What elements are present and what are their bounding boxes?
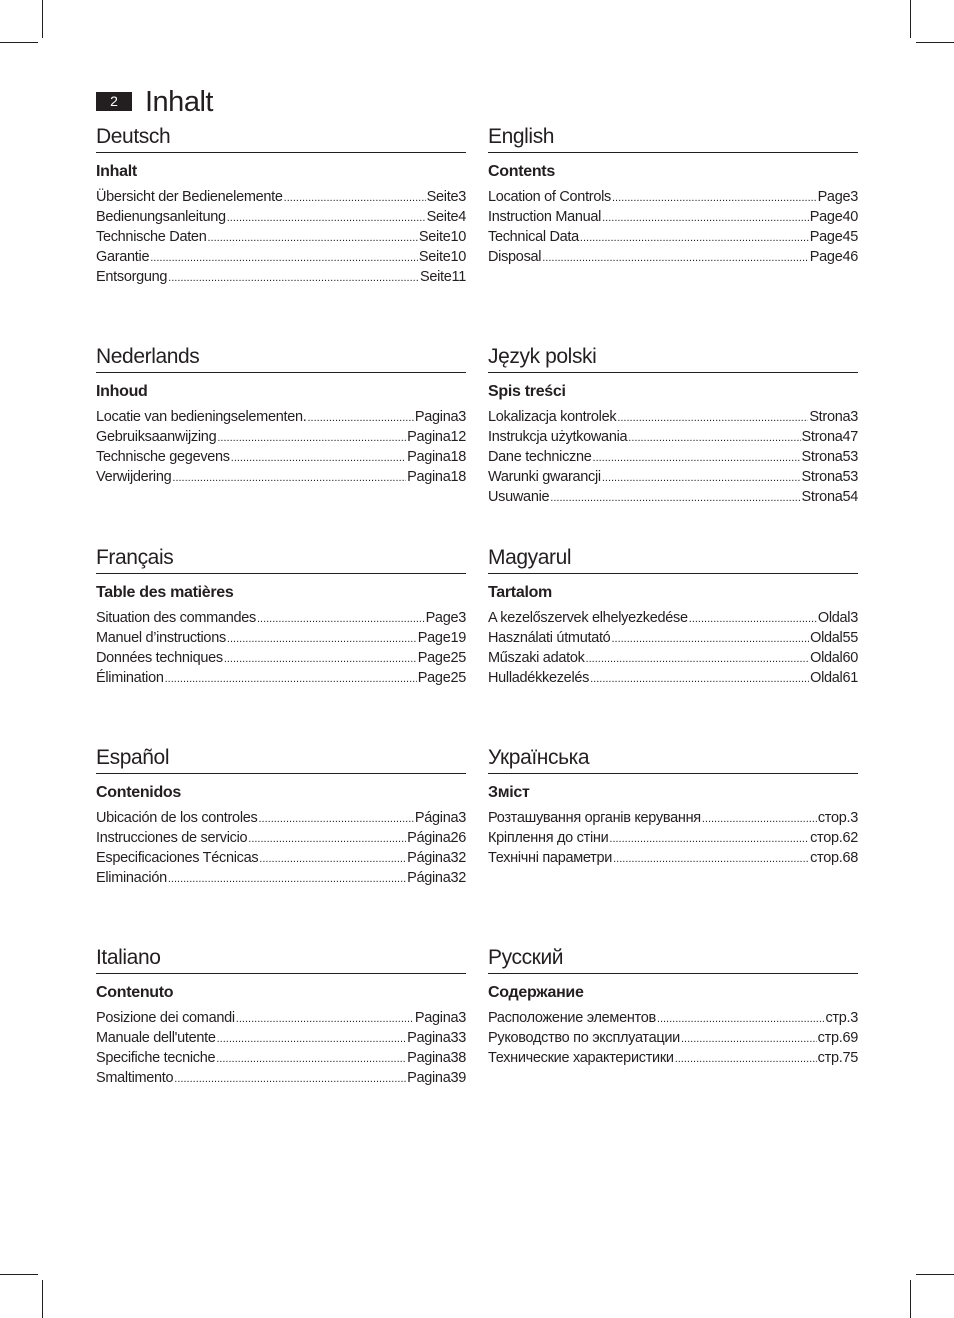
toc-entry-label: Technische Daten (96, 229, 207, 245)
toc-entry-page-word: Oldal (810, 630, 843, 646)
toc-entry-page-word: стр. (817, 1050, 843, 1066)
dot-leader (617, 407, 808, 428)
toc-entry (96, 227, 466, 247)
toc-entry-page-number: 47 (842, 429, 858, 445)
toc-entry-label: Disposal (488, 249, 542, 265)
toc-section (488, 124, 858, 267)
toc-entry-label: Instrucciones de servicio (96, 830, 248, 846)
toc-section (488, 945, 858, 1068)
toc-entry-label: Bedienungsanleitung (96, 209, 226, 225)
toc-entry-page-number: 53 (842, 469, 858, 485)
dot-leader (550, 487, 800, 508)
toc-entry-page-word: Seite (426, 189, 459, 205)
toc-entry (96, 648, 466, 668)
toc-entry (488, 1008, 858, 1028)
crop-mark (0, 42, 38, 43)
dot-leader (602, 467, 801, 488)
crop-mark (916, 42, 954, 43)
toc-entry-label: Manuale dell'utente (96, 1030, 216, 1046)
dot-leader (612, 187, 817, 208)
toc-entry-label: Hulladékkezelés (488, 670, 590, 686)
crop-mark (42, 0, 43, 38)
crop-mark (910, 1280, 911, 1318)
toc-entry-label: Руководство по эксплуатации (488, 1030, 680, 1046)
toc-entry-page-word: Pagina (407, 1050, 451, 1066)
toc-entry-page-number: 38 (450, 1050, 466, 1066)
toc-entry-page-number: 32 (450, 850, 466, 866)
dot-leader (150, 247, 418, 268)
toc-entry-page-number: 25 (450, 650, 466, 666)
toc-entry-page-number: 33 (450, 1030, 466, 1046)
toc-entry-page-word: стор. (810, 850, 843, 866)
toc-entry-page-word: стор. (810, 830, 843, 846)
toc-entry-page-word: Page (817, 189, 851, 205)
toc-entry-page-number: 3 (850, 189, 858, 205)
toc-section (96, 124, 466, 287)
toc-entry-page-number: 40 (842, 209, 858, 225)
dot-leader (258, 808, 413, 829)
language-heading: Українська (488, 745, 858, 774)
toc-entry-page-word: Page (809, 249, 843, 265)
contents-subheading: Inhalt (96, 163, 137, 180)
contents-subheading: Зміст (488, 784, 530, 801)
toc-entry (96, 1048, 466, 1068)
crop-mark (910, 0, 911, 38)
contents-subheading: Contenuto (96, 984, 174, 1001)
toc-entry-label: Eliminación (96, 870, 167, 886)
toc-entry (96, 808, 466, 828)
toc-entry-page-number: 55 (842, 630, 858, 646)
toc-entry-page-number: 10 (450, 229, 466, 245)
contents-subheading: Inhoud (96, 383, 148, 400)
dot-leader (580, 227, 809, 248)
crop-mark (0, 1274, 38, 1275)
toc-entry-page-word: Pagina (407, 469, 451, 485)
dot-leader (207, 227, 417, 248)
toc-entry-page-number: 3 (458, 189, 466, 205)
dot-leader (689, 608, 817, 629)
language-heading: Język polski (488, 344, 858, 373)
toc-entry-label: Verwijdering (96, 469, 172, 485)
toc-entry-page-word: Oldal (817, 610, 851, 626)
toc-entry-page-word: Página (407, 850, 451, 866)
toc-entry-label: Warunki gwarancji (488, 469, 601, 485)
toc-entry-label: Specifiche tecniche (96, 1050, 216, 1066)
toc-entry (96, 427, 466, 447)
dot-leader (168, 868, 406, 889)
toc-entry-page-word: стр. (817, 1030, 843, 1046)
toc-entry-label: Location of Controls (488, 189, 611, 205)
toc-entry-page-word: Page (417, 630, 451, 646)
language-heading: Русский (488, 945, 858, 974)
language-heading: Français (96, 545, 466, 574)
toc-entry (488, 447, 858, 467)
toc-entry (488, 828, 858, 848)
toc-entry-label: Übersicht der Bedienelemente (96, 189, 283, 205)
toc-entry (96, 407, 466, 427)
toc-entry-label: Расположение элементов (488, 1010, 656, 1026)
toc-entry (96, 828, 466, 848)
toc-entry-page-word: Pagina (407, 429, 451, 445)
language-heading: English (488, 124, 858, 153)
toc-entry-page-number: 53 (842, 449, 858, 465)
dot-leader (657, 1008, 825, 1029)
toc-entry-page-word: Pagina (407, 449, 451, 465)
toc-entry (96, 207, 466, 227)
toc-entry-label: Lokalizacja kontrolek (488, 409, 617, 425)
toc-entry (96, 1028, 466, 1048)
toc-entry-page-number: 3 (850, 810, 858, 826)
toc-entry (488, 648, 858, 668)
toc-entry-page-number: 3 (458, 1010, 466, 1026)
dot-leader (217, 1028, 407, 1049)
toc-entry-page-number: 3 (850, 1010, 858, 1026)
dot-leader (593, 447, 801, 468)
toc-entry-page-word: Seite (418, 249, 451, 265)
toc-entry-list (488, 608, 858, 688)
toc-entry-page-number: 75 (842, 1050, 858, 1066)
toc-entry-page-word: Pagina (414, 409, 459, 425)
toc-entry-list (488, 407, 858, 507)
toc-entry-page-word: Oldal (810, 650, 843, 666)
toc-entry-page-word: Página (407, 830, 451, 846)
toc-entry (488, 628, 858, 648)
toc-entry-list (96, 608, 466, 688)
dot-leader (702, 808, 817, 829)
toc-entry (488, 427, 858, 447)
toc-section (96, 545, 466, 688)
toc-entry-page-word: Seite (419, 269, 452, 285)
toc-entry (488, 227, 858, 247)
toc-entry-page-word: Strona (801, 489, 843, 505)
contents-subheading: Table des matières (96, 584, 234, 601)
dot-leader (236, 1008, 414, 1029)
toc-entry-page-word: Strona (801, 429, 843, 445)
toc-entry-page-word: Strona (809, 409, 851, 425)
toc-entry (488, 1048, 858, 1068)
toc-entry-label: Розташування органів керування (488, 810, 701, 826)
toc-entry-label: Locatie van bedieningselementen. (96, 409, 307, 425)
toc-entry-page-word: Strona (801, 449, 843, 465)
dot-leader (284, 187, 426, 208)
toc-entry-page-number: 11 (451, 269, 466, 285)
toc-entry-page-word: стор. (817, 810, 851, 826)
dot-leader (231, 447, 406, 468)
dot-leader (586, 648, 810, 669)
dot-leader (172, 467, 406, 488)
toc-entry-page-number: 3 (458, 610, 466, 626)
toc-entry-page-number: 4 (458, 209, 466, 225)
toc-entry-page-number: 60 (842, 650, 858, 666)
language-heading: Deutsch (96, 124, 466, 153)
toc-entry (96, 447, 466, 467)
language-heading: Italiano (96, 945, 466, 974)
toc-entry-label: Кріплення до стіни (488, 830, 609, 846)
toc-entry (488, 467, 858, 487)
toc-entry-page-number: 25 (450, 670, 466, 686)
dot-leader (227, 207, 426, 228)
toc-entry-label: Технические характеристики (488, 1050, 674, 1066)
dot-leader (307, 407, 413, 428)
toc-entry (96, 267, 466, 287)
toc-entry-label: Posizione dei comandi (96, 1010, 235, 1026)
dot-leader (216, 1048, 406, 1069)
toc-entry-label: Usuwanie (488, 489, 550, 505)
toc-entry-label: Données techniques (96, 650, 223, 666)
toc-entry-page-word: Seite (418, 229, 451, 245)
dot-leader (613, 848, 809, 869)
contents-subheading: Contents (488, 163, 555, 180)
toc-section (96, 344, 466, 487)
toc-section (488, 745, 858, 868)
toc-entry-page-number: 12 (450, 429, 466, 445)
toc-entry-page-word: Page (425, 610, 459, 626)
dot-leader (168, 267, 419, 288)
toc-entry (96, 1008, 466, 1028)
dot-leader (602, 207, 809, 228)
toc-entry-page-word: Page (417, 650, 451, 666)
toc-entry-label: Instruction Manual (488, 209, 602, 225)
dot-leader (217, 427, 406, 448)
dot-leader (590, 668, 809, 689)
toc-section (488, 545, 858, 688)
dot-leader (174, 1068, 406, 1089)
dot-leader (248, 828, 406, 849)
toc-entry (96, 187, 466, 207)
toc-entry (488, 608, 858, 628)
dot-leader (609, 828, 809, 849)
contents-subheading: Contenidos (96, 784, 181, 801)
toc-entry-page-word: Page (809, 209, 843, 225)
crop-mark (916, 1274, 954, 1275)
toc-entry-label: Instrukcja użytkowania (488, 429, 628, 445)
toc-entry (488, 1028, 858, 1048)
toc-entry (96, 668, 466, 688)
toc-entry (96, 848, 466, 868)
toc-section (96, 745, 466, 888)
dot-leader (675, 1048, 817, 1069)
toc-entry-label: Manuel d’instructions (96, 630, 226, 646)
toc-entry-list (96, 1008, 466, 1088)
toc-entry-label: Használati útmutató (488, 630, 611, 646)
toc-entry (488, 247, 858, 267)
toc-entry-label: Technical Data (488, 229, 579, 245)
toc-entry (488, 407, 858, 427)
toc-entry-page-word: Page (809, 229, 843, 245)
toc-entry-label: Smaltimento (96, 1070, 174, 1086)
crop-mark (42, 1280, 43, 1318)
toc-entry-page-word: Seite (426, 209, 459, 225)
dot-leader (257, 608, 425, 629)
toc-entry-label: Especificaciones Técnicas (96, 850, 259, 866)
toc-entry-page-number: 3 (850, 409, 858, 425)
toc-entry (488, 487, 858, 507)
toc-entry-page-word: Página (407, 870, 451, 886)
toc-entry (96, 608, 466, 628)
dot-leader (542, 247, 809, 268)
toc-entry-label: Garantie (96, 249, 150, 265)
dot-leader (681, 1028, 817, 1049)
toc-entry-label: Élimination (96, 670, 164, 686)
toc-entry-page-word: Page (417, 670, 451, 686)
toc-entry-list (488, 808, 858, 868)
toc-entry (488, 668, 858, 688)
language-heading: Nederlands (96, 344, 466, 373)
toc-entry-page-number: 3 (850, 610, 858, 626)
dot-leader (611, 628, 809, 649)
toc-entry-page-number: 39 (450, 1070, 466, 1086)
toc-entry-page-number: 54 (842, 489, 858, 505)
toc-entry-page-number: 61 (842, 670, 858, 686)
toc-entry-page-word: Pagina (407, 1030, 451, 1046)
dot-leader (259, 848, 406, 869)
dot-leader (628, 427, 800, 448)
toc-entry-label: Ubicación de los controles (96, 810, 258, 826)
toc-entry-page-word: Pagina (407, 1070, 451, 1086)
toc-entry-label: Dane techniczne (488, 449, 592, 465)
toc-entry-page-word: стр. (825, 1010, 851, 1026)
page-number-badge: 2 (96, 92, 132, 111)
toc-entry-page-number: 3 (458, 409, 466, 425)
page-title: Inhalt (145, 86, 213, 118)
toc-entry-label: Situation des commandes (96, 610, 256, 626)
language-heading: Magyarul (488, 545, 858, 574)
toc-section (96, 945, 466, 1088)
toc-entry-page-number: 68 (842, 850, 858, 866)
toc-entry-page-word: Pagina (414, 1010, 459, 1026)
dot-leader (227, 628, 417, 649)
contents-subheading: Содержание (488, 984, 584, 1001)
toc-entry-page-number: 26 (450, 830, 466, 846)
toc-entry-page-number: 3 (458, 810, 466, 826)
toc-entry-page-number: 46 (842, 249, 858, 265)
toc-entry-page-number: 10 (450, 249, 466, 265)
toc-entry-page-word: Página (414, 810, 459, 826)
toc-entry-page-number: 45 (842, 229, 858, 245)
toc-entry-page-number: 62 (842, 830, 858, 846)
toc-entry-label: Gebruiksaanwijzing (96, 429, 217, 445)
toc-entry-page-word: Strona (801, 469, 843, 485)
toc-entry-label: Технічні параметри (488, 850, 613, 866)
toc-entry-list (96, 407, 466, 487)
toc-entry (96, 1068, 466, 1088)
toc-entry-label: Entsorgung (96, 269, 168, 285)
toc-entry (488, 808, 858, 828)
toc-entry-list (96, 187, 466, 287)
toc-entry (96, 628, 466, 648)
toc-entry-list (96, 808, 466, 888)
toc-entry-label: Technische gegevens (96, 449, 230, 465)
toc-entry (488, 187, 858, 207)
toc-entry-page-number: 32 (450, 870, 466, 886)
dot-leader (224, 648, 417, 669)
toc-entry (96, 247, 466, 267)
toc-entry-page-number: 18 (450, 449, 466, 465)
toc-entry-page-number: 19 (450, 630, 466, 646)
toc-entry-list (488, 1008, 858, 1068)
toc-entry-page-number: 69 (842, 1030, 858, 1046)
toc-entry-page-number: 18 (450, 469, 466, 485)
contents-subheading: Spis treści (488, 383, 566, 400)
dot-leader (165, 668, 417, 689)
toc-entry-page-word: Oldal (810, 670, 843, 686)
toc-entry (488, 848, 858, 868)
toc-entry-label: Műszaki adatok (488, 650, 585, 666)
toc-entry-label: A kezelőszervek elhelyezkedése (488, 610, 688, 626)
contents-subheading: Tartalom (488, 584, 552, 601)
toc-entry-list (488, 187, 858, 267)
toc-entry (96, 868, 466, 888)
toc-entry (96, 467, 466, 487)
toc-section (488, 344, 858, 507)
toc-entry (488, 207, 858, 227)
language-heading: Español (96, 745, 466, 774)
